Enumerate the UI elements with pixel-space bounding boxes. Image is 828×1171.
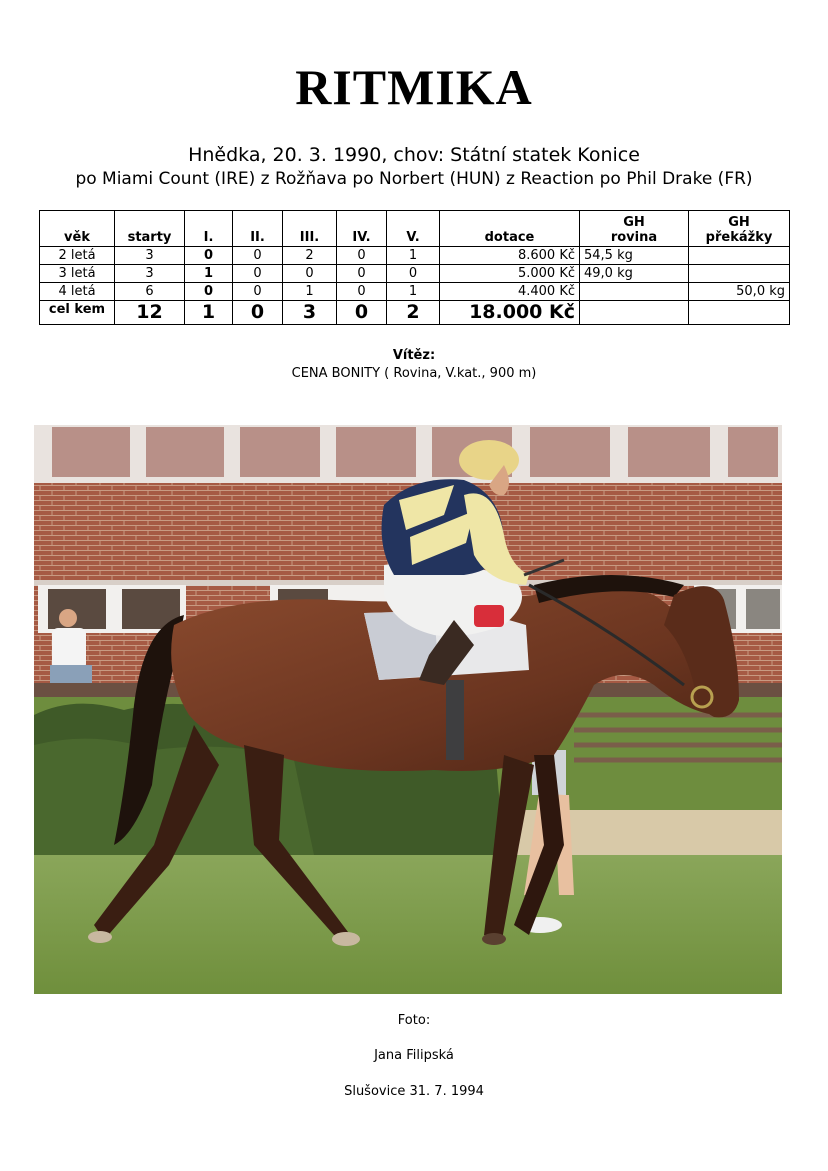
cell-total-third: 3 bbox=[283, 301, 337, 325]
winner-label: Vítěz: bbox=[392, 348, 436, 363]
cell-total-fifth: 2 bbox=[387, 301, 440, 325]
cell-first: 0 bbox=[185, 283, 233, 301]
cell-total-gh-hurdles bbox=[689, 301, 790, 325]
cell-total-gh-flat bbox=[580, 301, 689, 325]
cell-age: 3 letá bbox=[40, 265, 115, 283]
cell-first: 0 bbox=[185, 247, 233, 265]
gh-flat-label: rovina bbox=[610, 230, 658, 245]
table-header-row bbox=[40, 211, 790, 247]
cell-total-first: 1 bbox=[185, 301, 233, 325]
cell-total-label: cel kem bbox=[40, 301, 115, 325]
race-stats-table bbox=[39, 210, 790, 325]
cell-second: 0 bbox=[233, 247, 283, 265]
cell-starts: 3 bbox=[115, 247, 185, 265]
winner-race: CENA BONITY ( Rovina, V.kat., 900 m) bbox=[291, 366, 537, 381]
col-header-first: I. bbox=[185, 211, 233, 247]
gh-label: GH bbox=[728, 215, 750, 230]
cell-fourth: 0 bbox=[337, 265, 387, 283]
cell-gh-flat bbox=[580, 283, 689, 301]
col-header-fifth: V. bbox=[387, 211, 440, 247]
horse-pedigree: po Miami Count (IRE) z Rožňava po Norbert (HUN) z Reaction po Phil Drake (FR) bbox=[75, 169, 753, 189]
col-header-second: II. bbox=[233, 211, 283, 247]
col-header-age: věk bbox=[40, 211, 115, 247]
cell-gh-hurdles bbox=[689, 247, 790, 265]
table-row bbox=[40, 283, 790, 301]
photo-credit-name: Jana Filipská bbox=[374, 1048, 454, 1063]
col-header-starts: starty bbox=[115, 211, 185, 247]
horse-photo bbox=[34, 425, 782, 994]
photo-credit-label: Foto: bbox=[397, 1013, 431, 1028]
cell-second: 0 bbox=[233, 265, 283, 283]
cell-fourth: 0 bbox=[337, 247, 387, 265]
col-header-gh-hurdles bbox=[689, 211, 790, 247]
cell-prize: 8.600 Kč bbox=[440, 247, 580, 265]
cell-total-second: 0 bbox=[233, 301, 283, 325]
horse-photo-illustration bbox=[34, 425, 782, 994]
col-header-fourth: IV. bbox=[337, 211, 387, 247]
cell-total-starts: 12 bbox=[115, 301, 185, 325]
photo-place-date: Slušovice 31. 7. 1994 bbox=[344, 1084, 484, 1099]
cell-gh-flat: 54,5 kg bbox=[580, 247, 689, 265]
cell-third: 0 bbox=[283, 265, 337, 283]
cell-third: 2 bbox=[283, 247, 337, 265]
gh-hurdles-label: překážky bbox=[705, 230, 773, 245]
cell-fifth: 1 bbox=[387, 283, 440, 301]
cell-starts: 3 bbox=[115, 265, 185, 283]
table-total-row bbox=[40, 301, 790, 325]
table-row bbox=[40, 265, 790, 283]
gh-label: GH bbox=[623, 215, 645, 230]
cell-starts: 6 bbox=[115, 283, 185, 301]
cell-prize: 5.000 Kč bbox=[440, 265, 580, 283]
page-title: RITMIKA bbox=[295, 59, 533, 115]
col-header-third: III. bbox=[283, 211, 337, 247]
cell-second: 0 bbox=[233, 283, 283, 301]
cell-gh-flat: 49,0 kg bbox=[580, 265, 689, 283]
cell-total-fourth: 0 bbox=[337, 301, 387, 325]
cell-fifth: 0 bbox=[387, 265, 440, 283]
cell-gh-hurdles bbox=[689, 265, 790, 283]
cell-first: 1 bbox=[185, 265, 233, 283]
table-row bbox=[40, 247, 790, 265]
cell-third: 1 bbox=[283, 283, 337, 301]
cell-total-prize: 18.000 Kč bbox=[440, 301, 580, 325]
cell-gh-hurdles: 50,0 kg bbox=[689, 283, 790, 301]
cell-prize: 4.400 Kč bbox=[440, 283, 580, 301]
horse-origin: Hnědka, 20. 3. 1990, chov: Státní statek Konice bbox=[188, 144, 640, 166]
col-header-gh-flat bbox=[580, 211, 689, 247]
col-header-prize: dotace bbox=[440, 211, 580, 247]
cell-fourth: 0 bbox=[337, 283, 387, 301]
cell-age: 2 letá bbox=[40, 247, 115, 265]
cell-fifth: 1 bbox=[387, 247, 440, 265]
cell-age: 4 letá bbox=[40, 283, 115, 301]
